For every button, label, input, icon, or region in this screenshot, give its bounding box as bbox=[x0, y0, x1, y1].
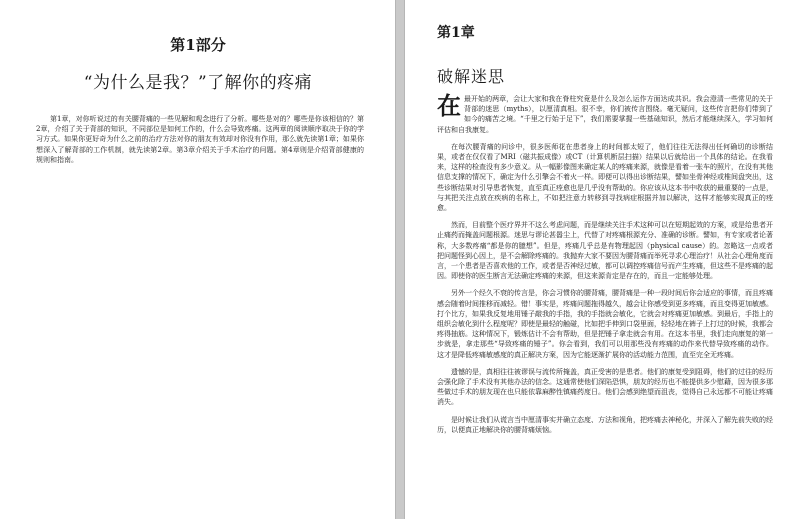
part-intro-paragraph: 第1章，对你听说过的有关腰背痛的一些见解和观念进行了分析。哪些是对的？哪些是你该相信的？第2章，介绍了关于背部的知识，不同部位是如何工作的，什么会导致疼痛。这两章的阅读顺序取决于你的学习方式。如果你更好奇为什么之前的治疗方法对你的朋友有效却对你没有作用，那么就先读第1章；如果你想深入了解背部的工作机制，就先读第2章。第3章介绍关于手术治疗的问题。第4章则是介绍背部健康的规则和指南。 bbox=[36, 115, 364, 164]
chapter-body bbox=[437, 91, 773, 442]
body-paragraph-2: 在每次腰背痛的问诊中，很多医师花在患者身上的时间都太短了，他们往往无法得出任何确切的诊断结果，或者在仅仅看了MRI（磁共振成像）或CT（计算机断层扫描）结果以后就给出一个具体的结论。在我看来，这样的检查没有多少意义。从一幅影像图来确定某人的疼痛来源，就像是看着一张车的照片，在没有其他信息支撑的情况下，确定为什么引擎会不着火一样。即便可以得出诊断结果，譬如坐骨神经或椎间盘突出，这些诊断结果对引导患者恢复，直至真正痊愈也是几乎没有帮助的。你应该从这本书中收获的最重要的一点是，与其把关注点放在疾病的名称上，不如把注意力转移到寻找病症根据并加以解决，这样才能够实现真正的痊愈。 bbox=[437, 142, 773, 213]
body-paragraph-1-text: 最开始的两章，会让大家和我在脊柱究竟是什么及怎么运作方面达成共识。我会澄清一些常见的关于背部的迷思（myths），以厘清真相。很不幸，你们被传言围绕。毫无疑问，这些传言把你们带到了如今的痛苦之境。“千里之行始于足下”，我们需要掌握一些基础知识，然后才能继续深入，学习如何评估和自我康复。 bbox=[437, 95, 773, 134]
chapter-title: 破解迷思 bbox=[437, 67, 506, 86]
drop-cap: 在 bbox=[437, 91, 461, 120]
body-paragraph-4: 另外一个经久不衰的传言是，你会习惯你的腰背痛，腰背痛是一种一段时间后你会适应的事情，而且疼痛感会随着时间推移而减轻。错！事实是，疼痛问题拖得越久，越会让你感受到更多疼痛，而且变得更加敏感。打个比方，如果我反复地用锤子敲我的手指，我的手指就会敏化，它就会对疼痛更加敏感。到最后，手指上的组织会敏化到什么程度呢？即使是最轻的触碰，比如把手伸到口袋里面，轻轻地在裤子上打过的时候，我都会疼得抽筋。这种情况下，锻炼估计不会有帮助，但是把锤子拿走就会有用。在这本书里，我们走向康复的第一步就是，拿走那些“导致疼痛的锤子”。你会看到，我们可以用那些没有疼痛的动作来代替导致疼痛的动作。这才是降低疼痛敏感度的真正解决方案，因为它能逐渐扩展你的活动能力范围，直至完全无疼痛。 bbox=[437, 289, 773, 359]
part-label: 第1部分 bbox=[170, 36, 226, 54]
body-paragraph-6: 是时候让我们从谎言当中厘清事实并确立态度、方法和视角，把疼痛去神秘化，并深入了解先前失败的经历，以便真正地解决你的腰背痛烦恼。 bbox=[437, 415, 773, 434]
left-page bbox=[0, 0, 396, 519]
body-paragraph-5: 遗憾的是，真相往往被谬误与流传所掩盖，真正受害的是患者。他们的康复受到阻碍，他们的过往的经历会强化除了手术没有其他办法的信念。这通常使他们深陷恐惧，朋友的经历也不能提供多少慰藉，因为很多那些做过手术的朋友现在也只能依靠麻醉性镇痛药度日。他们会感到绝望而沮丧，觉得自己永远都不可能让疼痛消失。 bbox=[437, 367, 773, 407]
body-paragraph-3: 然而，目前整个医疗界并不这么考虑问题，而是继续关注手术这种可以在短期起效的方案，或是给患者开止痛药而掩盖问题根源。迷思与谬论甚嚣尘上，代替了对疼痛根源充分、准确的诊断。譬如，有专家或者论著称，大多数疼痛“都是你的臆想”。但是，疼痛几乎总是有物理起因（physical cause）的。忽略这一点或者把问题怪到心因上，是不会解除疼痛的。我抛弃大家不要因为腰背痛而举死寻求心理治疗！从社会心理角度而言，一个患者是否喜欢他的工作，或者是否神经过敏，都可以调控疼痛信号而产生疼痛，但这些不是疼痛的起因。即使你的医生断言无法确定疼痛的来源，但这来源肯定是存在的，而且一定能够处理。 bbox=[437, 221, 773, 281]
right-page bbox=[404, 0, 800, 519]
part-title: “为什么是我？”了解你的疼痛 bbox=[83, 73, 313, 93]
chapter-label: 第1章 bbox=[437, 25, 475, 41]
body-paragraph-1 bbox=[437, 91, 773, 135]
